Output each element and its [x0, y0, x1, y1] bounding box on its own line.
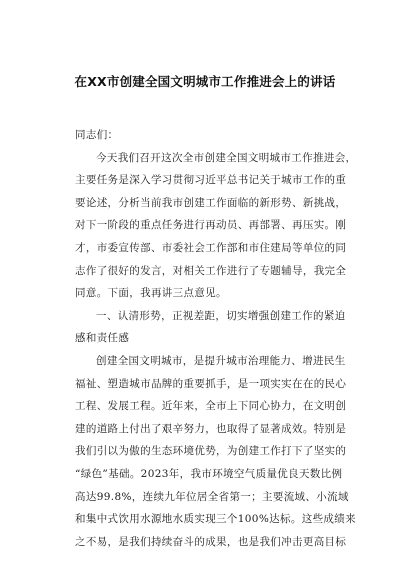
paragraph-line: 之不易，是我们持续奋斗的成果，也是我们冲击更高目标: [75, 535, 347, 548]
paragraph-line: 建的道路上付出了艰辛努力，也取得了显著成效。特别是: [75, 422, 347, 435]
paragraph-line: 同意。下面，我再讲三点意见。: [75, 287, 227, 300]
paragraph-line: 今天我们召开这次全市创建全国文明城市工作推进会，: [96, 151, 357, 164]
paragraph-line: 高达99.8%，连续九年位居全省第一；主要流域、小流域: [75, 490, 349, 503]
document-title: 在XX市创建全国文明城市工作推进会上的讲话: [74, 74, 336, 89]
paragraph-line: 才，市委宣传部、市委社会工作部和市住建局等单位的同: [75, 241, 347, 254]
document-body: [75, 124, 357, 553]
paragraph-line: 要论述，分析当前我市创建工作面临的新形势、新挑战，: [75, 196, 347, 209]
paragraph-line: 对下一阶段的重点任务进行再动员、再部署、再压实。刚: [75, 219, 347, 232]
section-heading-line: 感和责任感: [75, 332, 130, 345]
paragraph-line: 工程、发展工程。近年来，全市上下同心协力，在文明创: [75, 400, 347, 413]
paragraph-line: 主要任务是深入学习贯彻习近平总书记关于城市工作的重: [75, 174, 347, 187]
paragraph-line: 创建全国文明城市，是提升城市治理能力、增进民生: [96, 354, 346, 367]
paragraph-line: 我们引以为傲的生态环境优势，为创建工作打下了坚实的: [75, 445, 347, 458]
paragraph-line: 志作了很好的发言，对相关工作进行了专题辅导，我完全: [75, 264, 347, 277]
paragraph-line: 福祉、塑造城市品牌的重要抓手，是一项实实在在的民心: [75, 377, 347, 390]
section-heading-line: 一、认清形势，正视差距，切实增强创建工作的紧迫: [96, 309, 346, 322]
salutation: 同志们：: [75, 129, 119, 141]
paragraph-line: 和集中式饮用水源地水质实现三个100%达标。这些成绩来: [75, 513, 356, 526]
paragraph-line: “绿色”基础。2023年，我市环境空气质量优良天数比例: [75, 467, 343, 480]
